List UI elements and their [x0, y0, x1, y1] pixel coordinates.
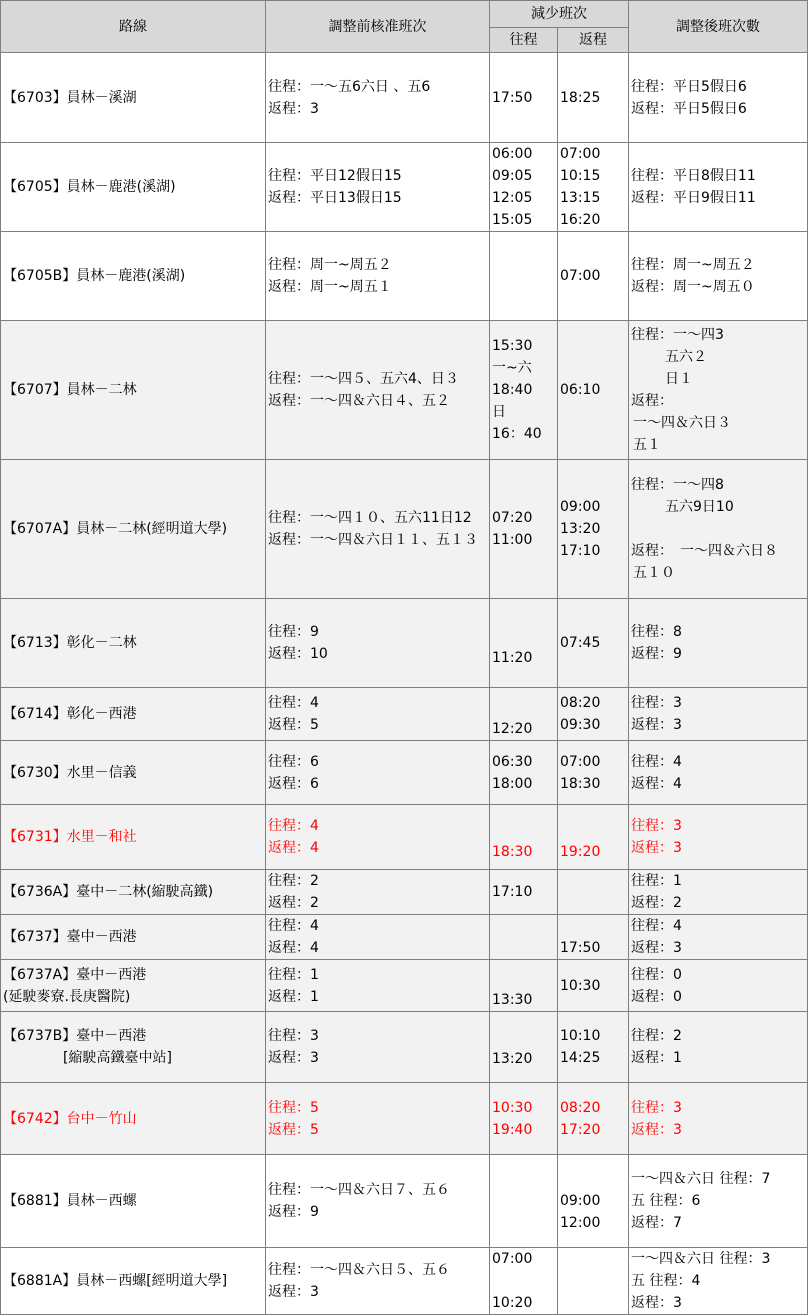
before-cell: [266, 599, 490, 688]
time: 10:15: [560, 168, 601, 184]
before-cell: [266, 1012, 490, 1083]
after-line: 返程：7: [631, 1215, 682, 1231]
before-cell: [266, 232, 490, 321]
before-cell: [266, 915, 490, 960]
after-line: 往程：平日8假日11: [631, 168, 756, 184]
after-line: 往程：4: [631, 753, 682, 770]
after-cell: [629, 460, 808, 599]
outbound-cell: [490, 232, 558, 321]
after-cell: [629, 688, 808, 741]
before-line: 往程：一～五6六日 、五6: [268, 78, 431, 95]
inbound-cell: [558, 960, 629, 1012]
after-line: 五 往程：4: [631, 1273, 701, 1289]
after-cell: [629, 599, 808, 688]
before-line: 返程：2: [268, 895, 319, 911]
time: 18:30: [492, 844, 533, 860]
time: 07:00: [560, 753, 601, 770]
before-line: 往程：平日12假日15: [268, 168, 402, 184]
after-line: 返程：3: [631, 1121, 682, 1138]
after-line: 往程：周一~周五２: [631, 257, 755, 273]
before-cell: [266, 960, 490, 1012]
after-line: 往程：3: [631, 1099, 682, 1116]
before-line: 往程：5: [268, 1099, 319, 1116]
outbound-cell: [490, 53, 558, 143]
outbound-cell: [490, 1083, 558, 1155]
route-line: 【6730】水里－信義: [3, 764, 137, 781]
after-line: 五六9日10: [665, 499, 734, 515]
before-line: 返程：3: [268, 100, 319, 117]
route-line: 【6713】彰化－二林: [3, 635, 137, 651]
table-row: [1, 1155, 808, 1248]
time: 10:10: [560, 1028, 601, 1044]
time: 11:00: [492, 532, 533, 548]
before-cell: [266, 53, 490, 143]
before-line: 返程：5: [268, 1121, 319, 1138]
before-line: 返程：4: [268, 840, 319, 856]
after-cell: [629, 321, 808, 460]
before-cell: [266, 688, 490, 741]
before-line: 返程：5: [268, 717, 319, 733]
after-line: 返程：平日5假日6: [631, 100, 747, 117]
table-row: [1, 321, 808, 460]
after-line: 往程：1: [631, 873, 682, 889]
time: 08:20: [560, 1099, 601, 1116]
time: 07:00: [560, 268, 601, 284]
outbound-cell: [490, 960, 558, 1012]
outbound-cell: [490, 741, 558, 805]
time: 06:00: [492, 146, 533, 162]
time: 14:25: [560, 1050, 601, 1066]
header-route: 路線: [1, 1, 266, 53]
inbound-cell: [558, 915, 629, 960]
after-line: 一～四＆六日３: [633, 415, 731, 431]
route-line: 【6705】員林－鹿港(溪湖): [3, 179, 176, 195]
time: 07:00: [560, 146, 601, 162]
time: 16：40: [492, 426, 542, 442]
header-reduced: 減少班次: [490, 1, 629, 28]
after-line: 往程：3: [631, 818, 682, 834]
after-line: 日１: [665, 371, 693, 387]
table-row: [1, 1083, 808, 1155]
before-line: 返程：周一~周五１: [268, 279, 392, 295]
before-line: 返程：4: [268, 940, 319, 956]
time: 13:30: [492, 992, 533, 1008]
time: 17:20: [560, 1121, 601, 1138]
outbound-cell: [490, 688, 558, 741]
route-cell: [1, 460, 266, 599]
after-cell: [629, 1012, 808, 1083]
table-row: [1, 143, 808, 232]
time: 18:30: [560, 775, 601, 792]
time: 17:10: [492, 884, 533, 900]
time: 13:15: [560, 190, 601, 206]
route-line: 【6705B】員林－鹿港(溪湖): [3, 268, 186, 284]
inbound-cell: [558, 688, 629, 741]
inbound-cell: [558, 599, 629, 688]
before-line: 返程：1: [268, 988, 319, 1005]
before-line: 往程：1: [268, 966, 319, 983]
time: 06:30: [492, 753, 533, 770]
after-cell: [629, 1248, 808, 1315]
header-after: 調整後班次數: [629, 1, 808, 53]
inbound-cell: [558, 460, 629, 599]
inbound-cell: [558, 232, 629, 321]
after-line: 五六２: [665, 349, 707, 365]
after-line: 五１０: [633, 565, 675, 581]
time: 10:30: [560, 977, 601, 994]
route-cell: [1, 53, 266, 143]
before-line: 往程：9: [268, 624, 319, 640]
time: 17:50: [560, 940, 601, 956]
time: 17:50: [492, 89, 533, 106]
before-line: 返程：3: [268, 1284, 319, 1300]
outbound-cell: [490, 143, 558, 232]
before-line: 往程：一～四＆六日７、五６: [268, 1182, 450, 1198]
route-cell: [1, 321, 266, 460]
before-cell: [266, 741, 490, 805]
route-cell: [1, 870, 266, 915]
route-line: 【6737B】臺中－西港: [3, 1028, 147, 1044]
inbound-cell: [558, 1248, 629, 1315]
route-cell: [1, 688, 266, 741]
after-line: 往程：一～四3: [631, 327, 724, 343]
table-row: [1, 232, 808, 321]
before-cell: [266, 1155, 490, 1248]
route-line: 【6703】員林－溪湖: [3, 89, 137, 106]
inbound-cell: [558, 53, 629, 143]
after-cell: [629, 143, 808, 232]
after-line: 返程： 一～四＆六日８: [631, 543, 778, 559]
before-cell: [266, 460, 490, 599]
route-cell: [1, 960, 266, 1012]
route-cell: [1, 915, 266, 960]
time: 日: [492, 404, 506, 420]
before-line: 往程：4: [268, 818, 319, 834]
outbound-cell: [490, 1012, 558, 1083]
before-line: 返程：6: [268, 775, 319, 792]
inbound-cell: [558, 1012, 629, 1083]
outbound-cell: [490, 1248, 558, 1315]
after-cell: [629, 870, 808, 915]
before-line: 往程：4: [268, 695, 319, 711]
after-line: 返程：3: [631, 1295, 682, 1311]
inbound-cell: [558, 1083, 629, 1155]
route-line: 【6736A】臺中－二林(縮駛高鐵): [3, 884, 214, 900]
time: 16:20: [560, 212, 601, 228]
outbound-cell: [490, 870, 558, 915]
route-line: 【6737】臺中－西港: [3, 929, 137, 945]
table-row: [1, 1012, 808, 1083]
before-line: 返程：10: [268, 646, 328, 662]
after-line: 返程：3: [631, 940, 682, 956]
route-line: 【6737A】臺中－西港: [3, 966, 147, 983]
after-cell: [629, 232, 808, 321]
before-line: 往程：一～四＆六日５、五６: [268, 1262, 450, 1278]
time: 06:10: [560, 382, 601, 398]
table-row: [1, 688, 808, 741]
after-line: 往程：8: [631, 624, 682, 640]
after-line: 返程：3: [631, 840, 682, 856]
before-line: 往程：一～四１０、五六11日12: [268, 510, 472, 526]
time: 12:00: [560, 1215, 601, 1231]
route-line: (延駛麥寮.長庚醫院): [3, 988, 131, 1005]
outbound-cell: [490, 599, 558, 688]
header-before: 調整前核准班次: [266, 1, 490, 53]
time: 09:30: [560, 717, 601, 733]
inbound-cell: [558, 1155, 629, 1248]
time: 18:25: [560, 89, 601, 106]
after-line: 一～四＆六日 往程：7: [631, 1171, 771, 1187]
after-cell: [629, 1155, 808, 1248]
after-cell: [629, 805, 808, 870]
time: 07:45: [560, 635, 601, 651]
table-row: [1, 805, 808, 870]
inbound-cell: [558, 805, 629, 870]
route-line: 【6731】水里－和社: [3, 829, 137, 845]
after-line: 往程：3: [631, 695, 682, 711]
time: 08:20: [560, 695, 601, 711]
after-line: 返程：9: [631, 646, 682, 662]
time: 13:20: [560, 521, 601, 537]
outbound-cell: [490, 805, 558, 870]
outbound-cell: [490, 460, 558, 599]
before-line: 返程：9: [268, 1204, 319, 1220]
time: 07:00: [492, 1251, 533, 1267]
after-line: 一～四＆六日 往程：3: [631, 1251, 771, 1267]
inbound-cell: [558, 143, 629, 232]
after-line: 往程：平日5假日6: [631, 78, 747, 95]
table-row: [1, 915, 808, 960]
table-row: [1, 870, 808, 915]
outbound-cell: [490, 1155, 558, 1248]
time: 10:20: [492, 1295, 533, 1311]
route-line: 【6881】員林－西螺: [3, 1193, 137, 1209]
before-cell: [266, 321, 490, 460]
outbound-cell: [490, 321, 558, 460]
route-cell: [1, 599, 266, 688]
route-line: 【6742】台中－竹山: [3, 1110, 137, 1127]
before-cell: [266, 870, 490, 915]
route-line: 【6714】彰化－西港: [3, 706, 137, 722]
before-line: 往程：2: [268, 873, 319, 889]
table-row: [1, 1248, 808, 1315]
after-line: 返程：周一~周五０: [631, 279, 755, 295]
after-cell: [629, 960, 808, 1012]
time: 07:20: [492, 510, 533, 526]
after-line: 五１: [633, 437, 661, 453]
time: 11:20: [492, 650, 533, 666]
table-row: [1, 53, 808, 143]
time: 15:30: [492, 338, 533, 354]
before-line: 返程：一～四＆六日４、五２: [268, 393, 450, 409]
before-line: 往程：4: [268, 918, 319, 934]
route-line: [縮駛高鐵臺中站]: [63, 1050, 172, 1066]
after-line: 往程：一～四8: [631, 477, 724, 493]
before-cell: [266, 1248, 490, 1315]
after-line: 返程：1: [631, 1050, 682, 1066]
time: 12:20: [492, 721, 533, 737]
route-line: 【6707A】員林－二林(經明道大學): [3, 521, 228, 537]
route-cell: [1, 1083, 266, 1155]
time: 18:40: [492, 382, 533, 398]
time: 19:40: [492, 1121, 533, 1138]
before-cell: [266, 1083, 490, 1155]
table-row: [1, 599, 808, 688]
after-line: 返程：平日9假日11: [631, 190, 756, 206]
route-line: 【6707】員林－二林: [3, 382, 137, 398]
after-line: 五 往程：6: [631, 1193, 701, 1209]
before-line: 往程：周一~周五２: [268, 257, 392, 273]
before-line: 往程：一～四５、五六4、日３: [268, 371, 459, 387]
table-row: [1, 960, 808, 1012]
route-cell: [1, 1155, 266, 1248]
after-line: 返程：: [631, 393, 673, 409]
header-outbound: 往程: [490, 28, 558, 53]
after-cell: [629, 915, 808, 960]
outbound-cell: [490, 915, 558, 960]
time: [492, 1270, 555, 1292]
after-line: 返程：2: [631, 895, 682, 911]
time: 13:20: [492, 1051, 533, 1067]
after-line: 往程：0: [631, 966, 682, 983]
after-line: 返程：4: [631, 775, 682, 792]
after-line: [631, 518, 805, 540]
header-inbound: 返程: [558, 28, 629, 53]
time: 10:30: [492, 1099, 533, 1116]
route-cell: [1, 143, 266, 232]
route-cell: [1, 741, 266, 805]
after-cell: [629, 741, 808, 805]
time: 15:05: [492, 212, 533, 228]
before-line: 往程：3: [268, 1028, 319, 1044]
inbound-cell: [558, 321, 629, 460]
time: 一~六: [492, 360, 532, 376]
before-line: 返程：一～四＆六日１１、五１３: [268, 532, 478, 548]
route-cell: [1, 805, 266, 870]
before-cell: [266, 805, 490, 870]
table-row: [1, 741, 808, 805]
time: 18:00: [492, 775, 533, 792]
time: 17:10: [560, 543, 601, 559]
table-row: [1, 460, 808, 599]
route-cell: [1, 1012, 266, 1083]
route-line: 【6881A】員林－西螺[經明道大學]: [3, 1273, 228, 1289]
time: 12:05: [492, 190, 533, 206]
after-line: 返程：3: [631, 717, 682, 733]
after-cell: [629, 53, 808, 143]
before-line: 返程：3: [268, 1050, 319, 1066]
inbound-cell: [558, 870, 629, 915]
after-cell: [629, 1083, 808, 1155]
after-line: 往程：2: [631, 1028, 682, 1044]
route-cell: [1, 232, 266, 321]
after-line: 往程：4: [631, 918, 682, 934]
inbound-cell: [558, 741, 629, 805]
time: 09:00: [560, 1193, 601, 1209]
before-line: 返程：平日13假日15: [268, 190, 402, 206]
after-line: 返程：0: [631, 988, 682, 1005]
time: 09:00: [560, 499, 601, 515]
time: 19:20: [560, 844, 601, 860]
before-line: 往程：6: [268, 753, 319, 770]
before-cell: [266, 143, 490, 232]
time: 09:05: [492, 168, 533, 184]
route-cell: [1, 1248, 266, 1315]
